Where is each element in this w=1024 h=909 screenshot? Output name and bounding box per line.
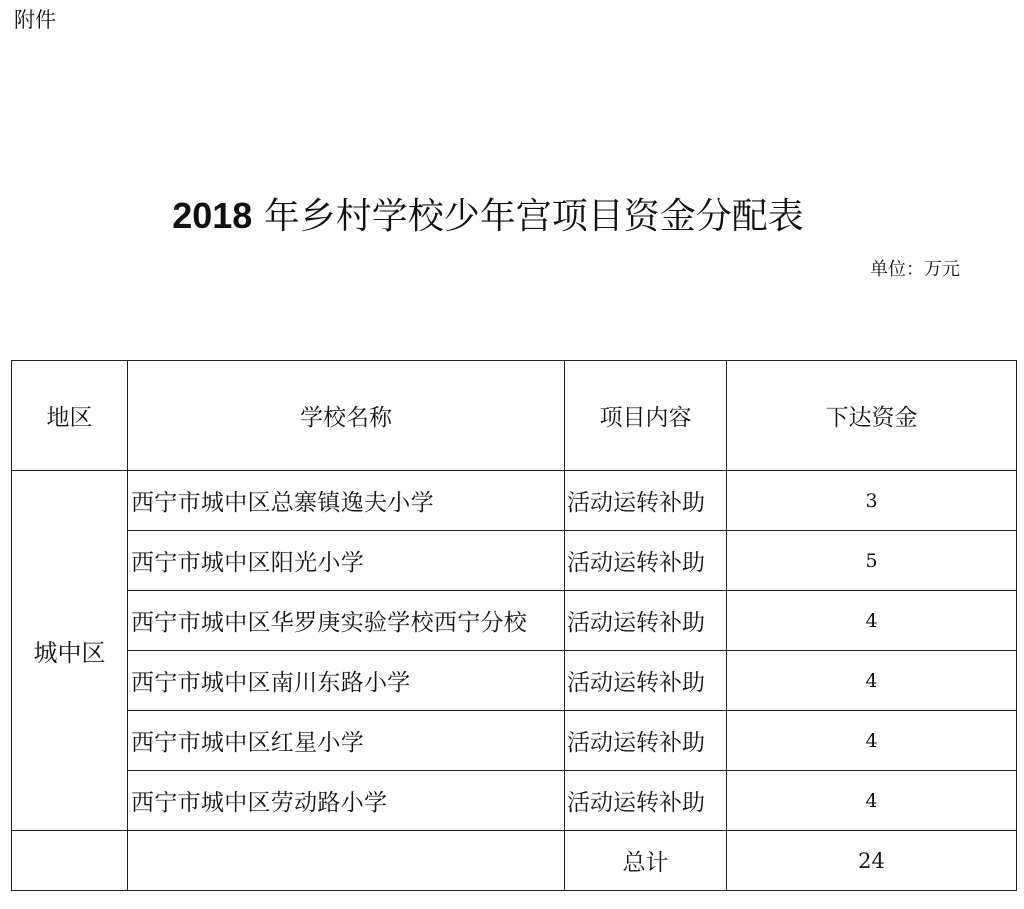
table-row: [12, 711, 1017, 771]
title-text: 年乡村学校少年宫项目资金分配表: [263, 196, 804, 237]
table-row: [12, 591, 1017, 651]
amount-cell: 4: [727, 771, 1017, 831]
header-school: 学校名称: [128, 361, 565, 471]
project-content-cell: 活动运转补助: [565, 771, 727, 831]
header-region: 地区: [12, 361, 128, 471]
project-content-cell: 活动运转补助: [565, 471, 727, 531]
title-year: 2018: [172, 195, 253, 236]
amount-cell: 3: [727, 471, 1017, 531]
table-header-row: [12, 361, 1017, 471]
table-row: [12, 771, 1017, 831]
school-name-cell: 西宁市城中区红星小学: [128, 711, 565, 771]
total-label-cell: 总计: [565, 831, 727, 891]
table-row: [12, 531, 1017, 591]
header-amount: 下达资金: [727, 361, 1017, 471]
allocation-table: [11, 360, 1017, 891]
total-row: [12, 831, 1017, 891]
school-name-cell: 西宁市城中区总寨镇逸夫小学: [128, 471, 565, 531]
amount-cell: 4: [727, 591, 1017, 651]
document-title: [0, 192, 976, 241]
school-name-cell: 西宁市城中区华罗庚实验学校西宁分校: [128, 591, 565, 651]
project-content-cell: 活动运转补助: [565, 591, 727, 651]
amount-cell: 4: [727, 711, 1017, 771]
header-content: 项目内容: [565, 361, 727, 471]
table-row: [12, 651, 1017, 711]
total-school-empty-cell: [128, 831, 565, 891]
table-row: [12, 471, 1017, 531]
total-region-empty-cell: [12, 831, 128, 891]
project-content-cell: 活动运转补助: [565, 531, 727, 591]
attachment-label: 附件: [14, 8, 56, 32]
school-name-cell: 西宁市城中区阳光小学: [128, 531, 565, 591]
school-name-cell: 西宁市城中区劳动路小学: [128, 771, 565, 831]
project-content-cell: 活动运转补助: [565, 711, 727, 771]
region-cell: 城中区: [12, 471, 128, 831]
amount-cell: 5: [727, 531, 1017, 591]
school-name-cell: 西宁市城中区南川东路小学: [128, 651, 565, 711]
total-value-cell: 24: [727, 831, 1017, 891]
amount-cell: 4: [727, 651, 1017, 711]
project-content-cell: 活动运转补助: [565, 651, 727, 711]
unit-label: 单位：万元: [870, 259, 960, 280]
